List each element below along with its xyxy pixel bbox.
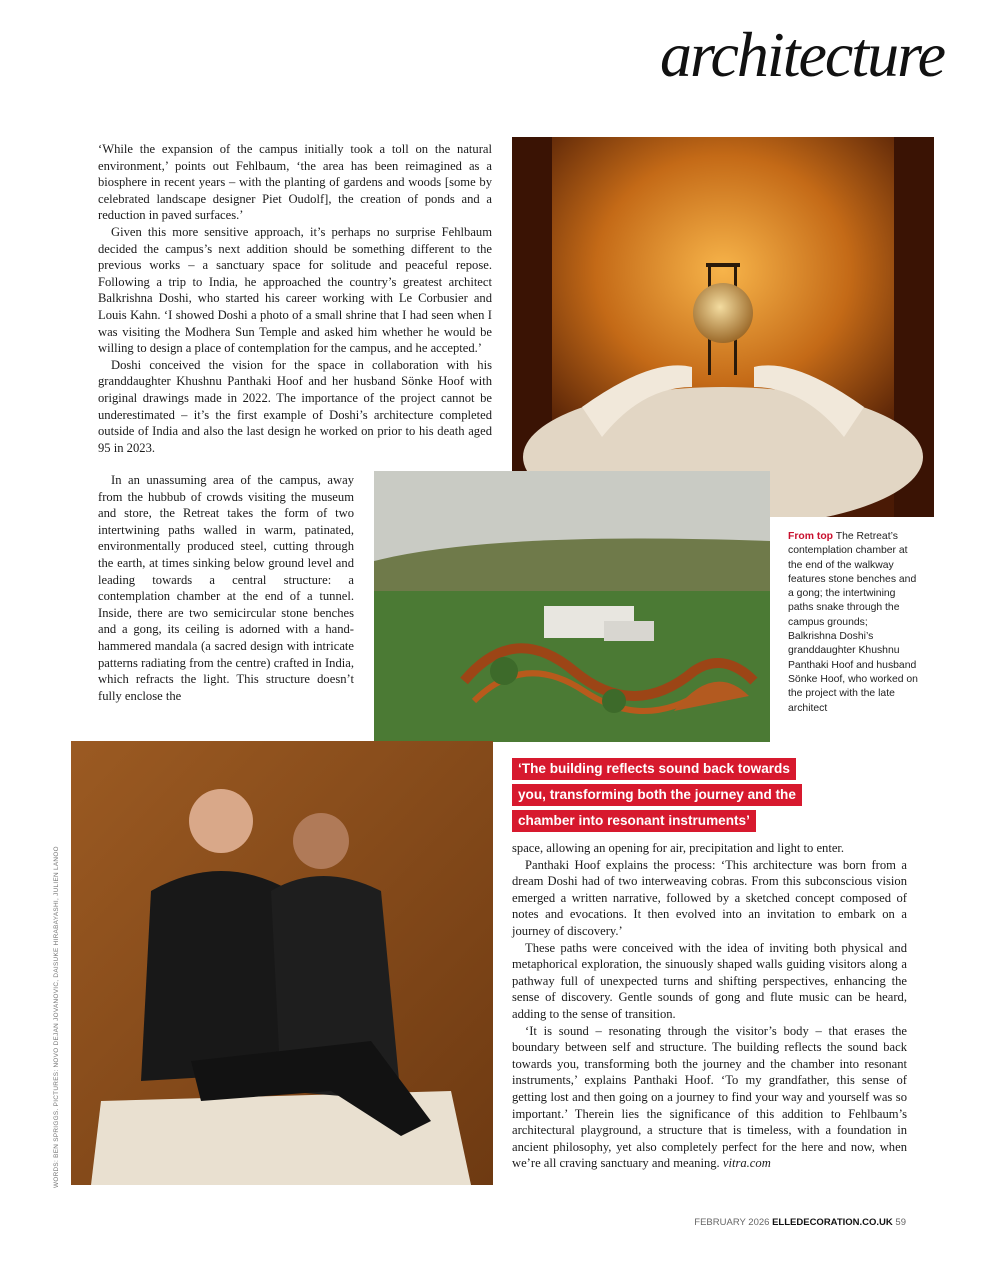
pull-quote-line: chamber into resonant instruments’: [512, 810, 756, 832]
paragraph: Given this more sensitive approach, it’s perhaps no surprise Fehlbaum decided the campus’s next addition should be something different to the previous works – a sanctuary space for solitude and peaceful repose. Following a trip to India, he approached the country’s greatest architect Balkrishna Doshi, who started his career working with Le Corbusier and Louis Kahn. ‘I showed Doshi a photo of a small shrine that I had seen when I was visiting the Modhera Sun Temple and asked him whether he would be willing to design a place of contemplation for the campus, and he accepted.’: [98, 224, 492, 356]
portrait-photo: [71, 741, 493, 1185]
section-title: architecture: [659, 19, 944, 90]
footer-brand[interactable]: ELLEDECORATION.CO.UK: [772, 1217, 893, 1228]
paragraph: Doshi conceived the vision for the space in collaboration with his granddaughter Khushnu Panthaki Hoof and her husband Sönke Hoof with original drawings made in 2022. The importance of the project cannot be underestimated – it’s the first example of Doshi’s architecture completed outside of India and also the last design he worked on prior to his death aged 95 in 2023.: [98, 357, 492, 455]
caption-lead: From top: [788, 531, 834, 542]
pull-quote: [512, 758, 932, 836]
photo-caption: [788, 530, 918, 716]
chamber-photo: [512, 137, 934, 517]
pull-quote-line: you, transforming both the journey and the: [512, 784, 802, 806]
article-column-1: [98, 141, 492, 456]
paragraph: Panthaki Hoof explains the process: ‘This architecture was born from a dream Doshi had of two interweaving cobras. From this subconscious vision emerged a written narrative, followed by a sketched concept composed of notes and evocations. It then evolved into an invitation to embark on a journey of discovery.’: [512, 857, 907, 938]
paragraph: space, allowing an opening for air, precipitation and light to enter.: [512, 841, 845, 855]
paragraph: ‘While the expansion of the campus initially took a toll on the natural environment,’ points out Fehlbaum, ‘the area has been reimagined as a biosphere in recent years – with the planting of gardens and woods [some by celebrated landscape designer Piet Oudolf], the creation of ponds and a reduction in paved surfaces.’: [98, 142, 492, 223]
paragraph-text: ‘It is sound – resonating through the visitor’s body – that erases the boundary between self and structure. The building reflects the sound back towards you, transforming both the journey and the chamber into resonant instruments,’ explains Panthaki Hoof. ‘To my grandfather, this sense of getting lost and then going on a journey to find your way and yourself was so important.’ Therein lies the significance of this addition to Fehlbaum’s architectural playground, a structure that is timeless, with a foundation in ancient philosophy, yet also completely perfect for the here and now, when we’re all craving sanctuary and meaning.: [512, 1023, 907, 1171]
paragraph: In an unassuming area of the campus, away from the hubbub of crowds visiting the museum and store, the Retreat takes the form of two intertwining paths walled in warm, patinated, environmentally produced steel, cutting through the earth, at times sinking below ground level and leading towards a central structure: a contemplation chamber at the end of a tunnel. Inside, there are two semicircular stone benches and a gong, its ceiling is adorned with a hand-hammered mandala (a sacred design with intricate patterns radiating from the centre) crafted in India, which refracts the light. This structure doesn’t fully enclose the: [98, 473, 354, 703]
article-column-2: [512, 840, 907, 1172]
aerial-photo: [374, 471, 770, 742]
caption-text: The Retreat’s contemplation chamber at the end of the walkway features stone benches and a gong; the intertwining paths snake through the campus grounds; Balkrishna Doshi’s granddaughter Khushnu Panthaki Hoof and husband Sönke Hoof, who worked on the project with the late architect: [788, 531, 918, 714]
paragraph: [512, 1023, 907, 1172]
photo-credits: WORDS: BEN SPRIGGS. PICTURES: NOVO DEJAN JOVANOVIC, DAISUKE HIRABAYASHI, JULIEN LANOO: [53, 846, 60, 1188]
article-column-1-continued: [98, 472, 354, 704]
paragraph: These paths were conceived with the idea of inviting both physical and metaphorical exploration, the sinuously shaped walls guiding visitors along a pathway full of unexpected turns and shifting perspectives, enhancing the sense of discovery. Gentle sounds of gong and flute music can be heard, adding to the sense of transition.: [512, 940, 907, 1021]
signoff-link[interactable]: vitra.com: [722, 1156, 771, 1171]
page-footer: [694, 1217, 906, 1228]
page-number: 59: [895, 1217, 906, 1228]
footer-date: FEBRUARY 2026: [694, 1217, 770, 1228]
pull-quote-line: ‘The building reflects sound back towards: [512, 758, 796, 780]
